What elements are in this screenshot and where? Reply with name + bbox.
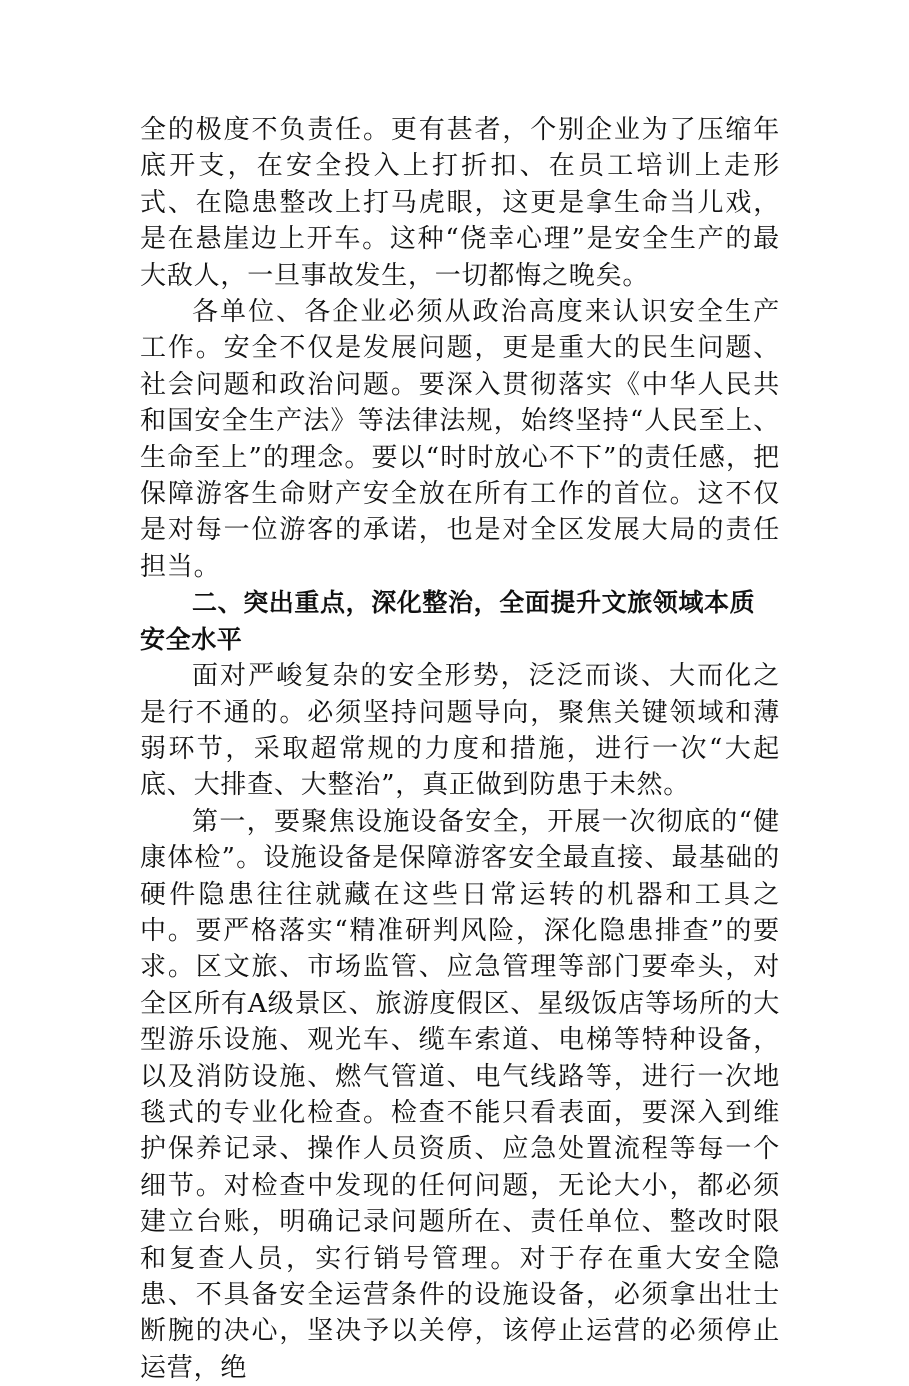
document-body — [140, 112, 780, 1386]
paragraph-continuation: 全的极度不负责任。更有甚者，个别企业为了压缩年底开支，在安全投入上打折扣、在员工培训上走形式、在隐患整改上打马虎眼，这更是拿生命当儿戏，是在悬崖边上开车。这种“侥幸心理”是安全生产的最大敌人，一旦事故发生，一切都悔之晚矣。 — [140, 115, 780, 291]
paragraph-problem-oriented: 面对严峻复杂的安全形势，泛泛而谈、大而化之是行不通的。必须坚持问题导向，聚焦关键领域和薄弱环节，采取超常规的力度和措施，进行一次“大起底、大排查、大整治”，真正做到防患于未然。 — [140, 661, 780, 801]
section-heading: 二、突出重点，深化整治，全面提升文旅领域本质安全水平 — [140, 588, 756, 654]
paragraph-political-height: 各单位、各企业必须从政治高度来认识安全生产工作。安全不仅是发展问题，更是重大的民生问题、社会问题和政治问题。要深入贯彻落实《中华人民共和国安全生产法》等法律法规，始终坚持“人民至上、生命至上”的理念。要以“时时放心不下”的责任感，把保障游客生命财产安全放在所有工作的首位。这不仅是对每一位游客的承诺，也是对全区发展大局的责任担当。 — [140, 297, 780, 582]
paragraph-facility-safety: 第一，要聚焦设施设备安全，开展一次彻底的“健康体检”。设施设备是保障游客安全最直接、最基础的硬件隐患往往就藏在这些日常运转的机器和工具之中。要严格落实“精准研判风险，深化隐患排查”的要求。区文旅、市场监管、应急管理等部门要牵头，对全区所有A级景区、旅游度假区、星级饭店等场所的大型游乐设施、观光车、缆车索道、电梯等特种设备，以及消防设施、燃气管道、电气线路等，进行一次地毯式的专业化检查。检查不能只看表面，要深入到维护保养记录、操作人员资质、应急处置流程等每一个细节。对检查中发现的任何问题，无论大小，都必须建立台账，明确记录问题所在、责任单位、整改时限和复查人员，实行销号管理。对于存在重大安全隐患、不具备安全运营条件的设施设备，必须拿出壮士断腕的决心，坚决予以关停，该停止运营的必须停止运营，绝 — [140, 806, 780, 1383]
